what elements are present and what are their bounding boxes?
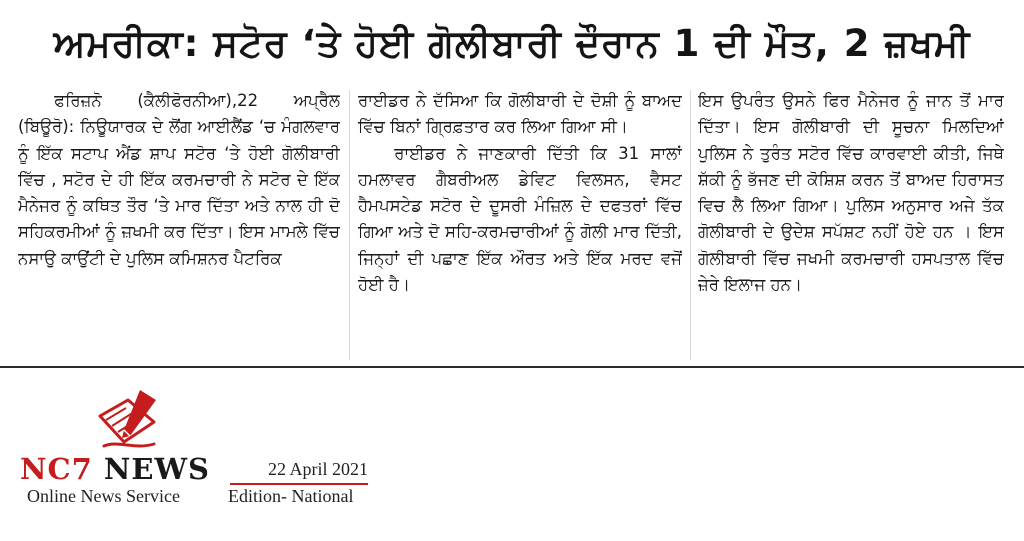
edition-label: Edition- National [228,486,354,506]
pen-on-paper-icon [94,386,166,458]
brand-logo [20,452,210,486]
date-underline [230,483,368,485]
brand-tagline: Online News Service [27,486,180,506]
headline: ਅਮਰੀਕਾ: ਸਟੋਰ ‘ਤੇ ਹੋਈ ਗੋਲੀਬਾਰੀ ਦੌਰਾਨ 1 ਦੀ ਮੌਤ, 2 ਜ਼ਖਮੀ [53,22,971,65]
article-column-2 [358,88,682,363]
clipping-bottom-rule [0,366,1024,368]
article-column-1 [18,88,340,363]
brand-news: NEWS [92,452,211,486]
article-columns [0,88,1024,363]
paragraph: ਰਾਈਡਰ ਨੇ ਦੱਸਿਆ ਕਿ ਗੋਲੀਬਾਰੀ ਦੇ ਦੋਸ਼ੀ ਨੂੰ ਬਾਅਦ ਵਿੱਚ ਬਿਨਾਂ ਗ੍ਰਿਫ਼ਤਾਰ ਕਰ ਲਿਆ ਗਿਆ ਸੀ। [358,91,682,137]
paragraph: ਰਾਈਡਰ ਨੇ ਜਾਣਕਾਰੀ ਦਿੱਤੀ ਕਿ 31 ਸਾਲਾਂ ਹਮਲਾਵਰ ਗੈਬਰੀਅਲ ਡੇਵਿਟ ਵਿਲਸਨ, ਵੈਸਟ ਹੈਮਪਸਟੇਡ ਸਟੋਰ ਦੇ ਦੂਸਰੀ ਮੰਜ਼ਿਲ ਦੇ ਦਫਤਰਾਂ ਵਿੱਚ ਗਿਆ ਅਤੇ ਦੋ ਸਹਿ-ਕਰਮਚਾਰੀਆਂ ਨੂੰ ਗੋਲੀ ਮਾਰ ਦਿੱਤੀ, ਜਿਨ੍ਹਾਂ ਦੀ ਪਛਾਣ ਇੱਕ ਔਰਤ ਅਤੇ ਇੱਕ ਮਰਦ ਵਜੋਂ ਹੋਈ ਹੈ। [358,143,682,295]
paragraph: ਫਰਿਜ਼ਨੋ (ਕੈਲੀਫੋਰਨੀਆ),22 ਅਪ੍ਰੈਲ (ਬਿਊਰੋ): ਨਿਊਯਾਰਕ ਦੇ ਲੋਂਗ ਆਈਲੈਂਡ ‘ਚ ਮੰਗਲਵਾਰ ਨੂੰ ਇੱਕ ਸਟਾਪ ਐਂਡ ਸ਼ਾਪ ਸਟੋਰ ‘ਤੇ ਹੋਈ ਗੋਲੀਬਾਰੀ ਵਿੱਚ , ਸਟੋਰ ਦੇ ਹੀ ਇੱਕ ਕਰਮਚਾਰੀ ਨੇ ਸਟੋਰ ਦੇ ਇੱਕ ਮੈਨੇਜਰ ਨੂੰ ਕਥਿਤ ਤੌਰ ‘ਤੇ ਮਾਰ ਦਿੱਤਾ ਅਤੇ ਨਾਲ ਹੀ ਦੋ ਸਹਿਕਰਮੀਆਂ ਨੂੰ ਜ਼ਖਮੀ ਕਰ ਦਿੱਤਾ। ਇਸ ਮਾਮਲੇ ਵਿੱਚ ਨਸਾਉ ਕਾਉਂਟੀ ਦੇ ਪੁਲਿਸ ਕਮਿਸ਼ਨਰ ਪੈਟਰਿਕ [18,91,340,268]
article-column-3 [698,88,1004,363]
brand-nc: NC7 [20,452,93,486]
paragraph: ਇਸ ਉਪਰੰਤ ਉਸਨੇ ਫਿਰ ਮੈਨੇਜਰ ਨੂੰ ਜਾਨ ਤੋਂ ਮਾਰ ਦਿੱਤਾ। ਇਸ ਗੋਲੀਬਾਰੀ ਦੀ ਸੂਚਨਾ ਮਿਲਦਿਆਂ ਪੁਲਿਸ ਨੇ ਤੁਰੰਤ ਸਟੋਰ ਵਿੱਚ ਕਾਰਵਾਈ ਕੀਤੀ, ਜਿਥੇ ਸ਼ੱਕੀ ਨੂੰ ਭੱਜਣ ਦੀ ਕੋਸ਼ਿਸ਼ ਕਰਨ ਤੋਂ ਬਾਅਦ ਹਿਰਾਸਤ ਵਿਚ ਲੈ ਲਿਆ ਗਿਆ। ਪੁਲਿਸ ਅਨੁਸਾਰ ਅਜੇ ਤੱਕ ਗੋਲੀਬਾਰੀ ਦੇ ਉਦੇਸ਼ ਸਪੱਸ਼ਟ ਨਹੀਂ ਹੋਏ ਹਨ । ਇਸ ਗੋਲੀਬਾਰੀ ਵਿੱਚ ਜਖਮੀ ਕਰਮਚਾਰੀ ਹਸਪਤਾਲ ਵਿੱਚ ਜ਼ੇਰੇ ਇਲਾਜ ਹਨ। [698,91,1004,295]
publication-date: 22 April 2021 [268,459,369,479]
